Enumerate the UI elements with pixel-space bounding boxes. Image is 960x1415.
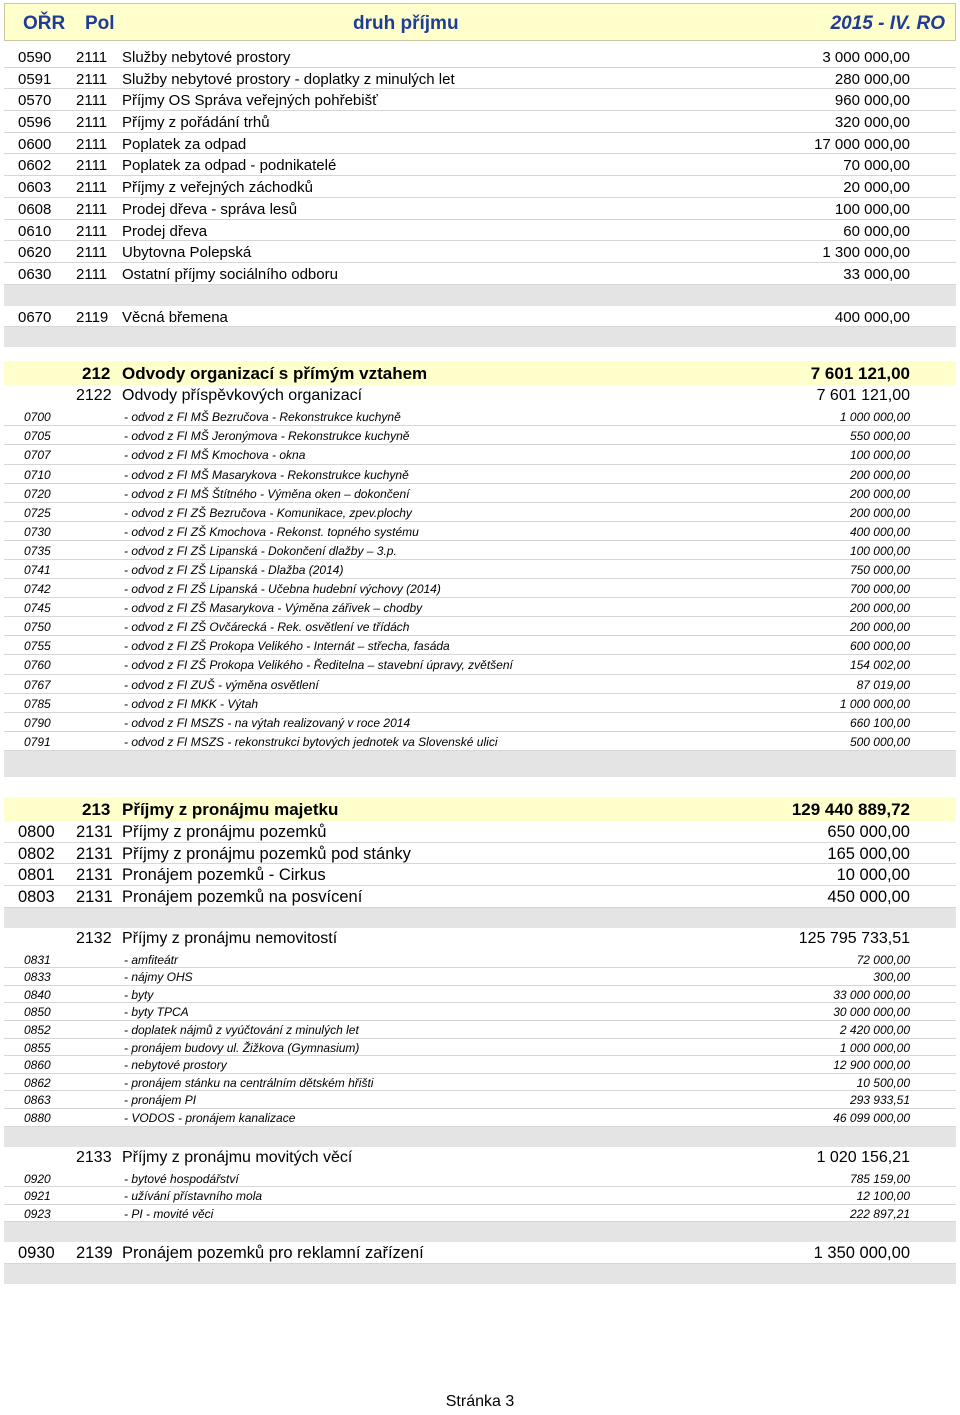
row-desc: - užívání přístavního mola bbox=[124, 1189, 263, 1204]
row-amount: 280 000,00 bbox=[834, 70, 910, 88]
row-desc: - pronájem stánku na centrálním dětském hřišti bbox=[124, 1075, 374, 1090]
row-amount: 100 000,00 bbox=[849, 543, 910, 558]
table-row bbox=[4, 694, 956, 713]
row-code: 0833 bbox=[24, 970, 51, 985]
row-desc: Příjmy z pronájmu pozemků bbox=[122, 822, 327, 841]
table-row bbox=[4, 426, 956, 445]
row-amount: 154 002,00 bbox=[849, 658, 910, 673]
row-desc: - odvod z FI ZŠ Prokopa Velikého - Internát – střecha, fasáda bbox=[124, 639, 450, 654]
table-row bbox=[4, 986, 956, 1004]
row-code: 0920 bbox=[24, 1171, 51, 1186]
row-desc: - odvod z FI MŠ Kmochova - okna bbox=[124, 448, 306, 463]
row-desc: - odvod z FI ZŠ Lipanská - Dlažba (2014) bbox=[124, 563, 344, 577]
row-pol: 2111 bbox=[76, 265, 108, 283]
table-row bbox=[4, 445, 956, 464]
row-amount: 600 000,00 bbox=[849, 639, 910, 654]
row-pol: 2111 bbox=[76, 92, 108, 110]
row-desc: - odvod z FI MŠ Štítného - Výměna oken – dokončení bbox=[124, 486, 410, 501]
row-amount: 960 000,00 bbox=[834, 92, 910, 110]
row-amount: 1 000 000,00 bbox=[839, 410, 910, 425]
row-desc: - byty TPCA bbox=[124, 1005, 189, 1020]
row-desc: Příjmy z pronájmu pozemků pod stánky bbox=[122, 844, 411, 863]
row-amount: 200 000,00 bbox=[849, 467, 910, 482]
row-desc: - odvod z FI MŠ Masarykova - Rekonstrukce kuchyně bbox=[124, 467, 409, 482]
row-desc: - VODOS - pronájem kanalizace bbox=[124, 1111, 296, 1126]
row-amount: 1 300 000,00 bbox=[822, 244, 910, 262]
table-row bbox=[4, 675, 956, 694]
group-amount: 125 795 733,51 bbox=[798, 929, 910, 947]
row-code: 0862 bbox=[24, 1075, 51, 1090]
row-pol: 2131 bbox=[76, 888, 113, 906]
row-desc: Pronájem pozemků pro reklamní zařízení bbox=[122, 1244, 424, 1263]
table-row bbox=[4, 1074, 956, 1092]
table-row bbox=[4, 46, 956, 68]
row-pol: 2131 bbox=[76, 822, 113, 841]
separator bbox=[4, 347, 956, 361]
group-pol: 2133 bbox=[76, 1148, 112, 1166]
row-code: 0603 bbox=[18, 179, 52, 197]
row-code: 0855 bbox=[24, 1040, 51, 1055]
row-code: 0705 bbox=[24, 429, 51, 444]
row-code: 0803 bbox=[18, 888, 55, 906]
row-desc: Příjmy OS Správa veřejných pohřebišť bbox=[122, 92, 378, 110]
separator bbox=[4, 908, 956, 928]
table-row bbox=[4, 1205, 956, 1223]
table-row bbox=[4, 1021, 956, 1039]
section-amount: 7 601 121,00 bbox=[810, 364, 910, 384]
block-2122 bbox=[4, 407, 956, 751]
row-amount: 3 000 000,00 bbox=[822, 49, 910, 66]
row-amount: 12 900 000,00 bbox=[833, 1058, 910, 1073]
row-desc: Příjmy z veřejných záchodků bbox=[122, 179, 313, 197]
separator bbox=[4, 777, 956, 797]
table-row bbox=[4, 560, 956, 579]
row-code: 0785 bbox=[24, 696, 51, 711]
row-amount: 293 933,51 bbox=[849, 1093, 910, 1108]
row-amount: 550 000,00 bbox=[849, 429, 910, 444]
table-row bbox=[4, 198, 956, 220]
row-code: 0707 bbox=[24, 448, 51, 463]
row-code: 0802 bbox=[18, 844, 55, 863]
separator bbox=[4, 1222, 956, 1242]
table-row bbox=[4, 522, 956, 541]
row-desc: - odvod z FI MSZS - na výtah realizovaný v roce 2014 bbox=[124, 715, 411, 730]
row-amount: 200 000,00 bbox=[849, 486, 910, 501]
row-amount: 12 100,00 bbox=[856, 1189, 910, 1204]
section-desc: Příjmy z pronájmu majetku bbox=[122, 799, 339, 819]
section-desc: Odvody organizací s přímým vztahem bbox=[122, 364, 428, 384]
row-code: 0755 bbox=[24, 639, 51, 654]
table-row bbox=[4, 465, 956, 484]
row-amount: 200 000,00 bbox=[849, 620, 910, 635]
table-row bbox=[4, 220, 956, 242]
row-desc: - odvod z FI ZŠ Kmochova - Rekonst. topného systému bbox=[124, 524, 419, 539]
row-code: 0850 bbox=[24, 1005, 51, 1020]
group-pol: 2132 bbox=[76, 929, 112, 947]
row-amount: 1 000 000,00 bbox=[839, 1040, 910, 1055]
row-code: 0710 bbox=[24, 467, 51, 482]
row-amount: 200 000,00 bbox=[849, 505, 910, 520]
table-header bbox=[4, 3, 956, 41]
separator bbox=[4, 327, 956, 347]
row-code: 0831 bbox=[24, 952, 51, 967]
row-desc: - nebytové prostory bbox=[124, 1058, 227, 1073]
row-code: 0745 bbox=[24, 601, 51, 616]
row-code: 0630 bbox=[18, 265, 52, 283]
row-pol: 2111 bbox=[76, 200, 108, 218]
row-desc: Poplatek za odpad bbox=[122, 135, 247, 153]
row-amount: 33 000 000,00 bbox=[833, 987, 910, 1002]
row-amount: 1 000 000,00 bbox=[839, 696, 910, 711]
table-row bbox=[4, 484, 956, 503]
row-amount: 450 000,00 bbox=[827, 888, 910, 906]
row-desc: - doplatek nájmů z vyúčtování z minulých let bbox=[124, 1023, 359, 1038]
row-code: 0800 bbox=[18, 822, 55, 841]
table-row bbox=[4, 111, 956, 133]
row-desc: - pronájem budovy ul. Žižkova (Gymnasium) bbox=[124, 1040, 360, 1055]
row-desc: - pronájem PI bbox=[124, 1093, 197, 1108]
table-row bbox=[4, 154, 956, 176]
row-code: 0720 bbox=[24, 486, 51, 501]
group-desc: Příjmy z pronájmu nemovitostí bbox=[122, 929, 338, 947]
block-2119 bbox=[4, 306, 956, 328]
row-amount: 222 897,21 bbox=[849, 1206, 910, 1221]
group-2132 bbox=[4, 928, 956, 951]
row-desc: Poplatek za odpad - podnikatelé bbox=[122, 157, 337, 175]
row-desc: - odvod z FI ZŠ Lipanská - Učebna hudební výchovy (2014) bbox=[124, 582, 441, 597]
row-code: 0840 bbox=[24, 987, 51, 1002]
row-amount: 70 000,00 bbox=[843, 157, 910, 175]
row-code: 0760 bbox=[24, 658, 51, 673]
row-desc: Služby nebytové prostory - doplatky z minulých let bbox=[122, 70, 455, 88]
table-row bbox=[4, 1187, 956, 1205]
row-desc: Pronájem pozemků na posvícení bbox=[122, 888, 363, 906]
row-code: 0852 bbox=[24, 1023, 51, 1038]
row-pol: 2111 bbox=[76, 179, 108, 197]
block-2133 bbox=[4, 1170, 956, 1223]
section-amount: 129 440 889,72 bbox=[791, 799, 910, 819]
row-pol: 2111 bbox=[76, 49, 108, 66]
header-orr: OŘR bbox=[23, 13, 66, 34]
table-row bbox=[4, 407, 956, 426]
row-pol: 2131 bbox=[76, 866, 113, 885]
row-pol: 2111 bbox=[76, 114, 108, 132]
row-code: 0591 bbox=[18, 70, 52, 88]
row-code: 0735 bbox=[24, 543, 51, 558]
row-pol: 2139 bbox=[76, 1244, 113, 1263]
row-amount: 87 019,00 bbox=[856, 677, 910, 692]
row-desc: Prodej dřeva bbox=[122, 222, 208, 240]
row-desc: Ubytovna Polepská bbox=[122, 244, 252, 262]
row-desc: - PI - movité věci bbox=[124, 1206, 214, 1221]
row-pol: 2111 bbox=[76, 244, 108, 262]
page-number: Stránka 3 bbox=[445, 1393, 515, 1410]
table-row bbox=[4, 133, 956, 155]
block-2111 bbox=[4, 46, 956, 285]
block-2131 bbox=[4, 821, 956, 908]
table-row bbox=[4, 732, 956, 751]
row-desc: - odvod z FI ZŠ Bezručova - Komunikace, zpev.plochy bbox=[124, 505, 412, 520]
row-amount: 100 000,00 bbox=[849, 448, 910, 463]
row-desc: - odvod z FI MŠ Bezručova - Rekonstrukce kuchyně bbox=[124, 410, 401, 425]
row-desc: - odvod z FI ZŠ Prokopa Velikého - Ředitelna – stavební úpravy, zvětšení bbox=[124, 658, 513, 673]
row-pol: 2111 bbox=[76, 222, 108, 240]
row-desc: - odvod z FI ZŠ Masarykova - Výměna zářivek – chodby bbox=[124, 601, 423, 616]
row-amount: 400 000,00 bbox=[834, 308, 910, 326]
row-code: 0880 bbox=[24, 1111, 51, 1126]
table-row bbox=[4, 843, 956, 865]
row-amount: 46 099 000,00 bbox=[833, 1111, 910, 1126]
table-row bbox=[4, 503, 956, 522]
row-desc: Příjmy z pořádání trhů bbox=[122, 114, 270, 132]
row-amount: 1 350 000,00 bbox=[813, 1244, 910, 1263]
section-pol: 212 bbox=[82, 364, 111, 384]
row-desc: - amfiteátr bbox=[124, 952, 179, 967]
row-desc: - odvod z FI MSZS - rekonstrukci bytových jednotek va Slovenské ulici bbox=[124, 734, 498, 749]
section-213 bbox=[4, 797, 956, 821]
group-desc: Odvody příspěvkových organizací bbox=[122, 387, 363, 405]
row-amount: 200 000,00 bbox=[849, 601, 910, 616]
row-desc: - odvod z FI MŠ Jeronýmova - Rekonstrukce kuchyně bbox=[124, 429, 410, 444]
row-desc: - odvod z FI MKK - Výtah bbox=[124, 696, 259, 711]
row-pol: 2119 bbox=[76, 308, 109, 326]
row-amount: 400 000,00 bbox=[849, 524, 910, 539]
separator bbox=[4, 751, 956, 777]
row-code: 0570 bbox=[18, 92, 52, 110]
table-row bbox=[4, 306, 956, 328]
row-code: 0923 bbox=[24, 1206, 51, 1221]
separator bbox=[4, 285, 956, 306]
row-code: 0602 bbox=[18, 157, 52, 175]
row-code: 0700 bbox=[24, 410, 51, 425]
group-pol: 2122 bbox=[76, 387, 112, 405]
table-row bbox=[4, 176, 956, 198]
table-row bbox=[4, 1170, 956, 1188]
table-row bbox=[4, 1039, 956, 1057]
row-desc: Pronájem pozemků - Cirkus bbox=[122, 866, 326, 885]
table-row bbox=[4, 864, 956, 886]
row-desc: - nájmy OHS bbox=[124, 970, 193, 985]
table-row bbox=[4, 68, 956, 90]
table-row bbox=[4, 886, 956, 908]
row-code: 0863 bbox=[24, 1093, 51, 1108]
row-code: 0610 bbox=[18, 222, 52, 240]
separator bbox=[4, 1127, 956, 1147]
income-table bbox=[4, 46, 956, 1284]
table-row bbox=[4, 951, 956, 969]
row-code: 0930 bbox=[18, 1244, 55, 1263]
row-amount: 650 000,00 bbox=[827, 822, 910, 841]
table-row bbox=[4, 241, 956, 263]
row-amount: 660 100,00 bbox=[849, 715, 910, 730]
table-row bbox=[4, 579, 956, 598]
row-code: 0742 bbox=[24, 582, 51, 597]
row-desc: Věcná břemena bbox=[122, 308, 228, 326]
group-amount: 7 601 121,00 bbox=[816, 387, 910, 405]
row-code: 0596 bbox=[18, 114, 52, 132]
group-amount: 1 020 156,21 bbox=[816, 1148, 910, 1166]
row-pol: 2111 bbox=[76, 70, 108, 88]
row-amount: 17 000 000,00 bbox=[814, 135, 910, 153]
table-row bbox=[4, 617, 956, 636]
row-amount: 785 159,00 bbox=[849, 1171, 910, 1186]
row-desc: Prodej dřeva - správa lesů bbox=[122, 200, 298, 218]
row-desc: Ostatní příjmy sociálního odboru bbox=[122, 265, 338, 283]
row-code: 0670 bbox=[18, 308, 52, 326]
group-desc: Příjmy z pronájmu movitých věcí bbox=[122, 1148, 353, 1166]
block-2132 bbox=[4, 951, 956, 1127]
header-pol: Pol bbox=[85, 13, 115, 34]
table-row bbox=[4, 713, 956, 732]
row-desc: - bytové hospodářství bbox=[124, 1171, 239, 1186]
row-code: 0801 bbox=[18, 866, 55, 885]
row-desc: - odvod z FI ZŠ Lipanská - Dokončení dlažby – 3.p. bbox=[124, 543, 397, 558]
row-code: 0767 bbox=[24, 677, 51, 692]
row-desc: Služby nebytové prostory bbox=[122, 49, 291, 66]
table-row bbox=[4, 968, 956, 986]
row-desc: - odvod z FI ZŠ Ovčárecká - Rek. osvětlení ve třídách bbox=[124, 620, 410, 635]
row-pol: 2131 bbox=[76, 844, 113, 863]
row-amount: 320 000,00 bbox=[834, 114, 910, 132]
row-code: 0750 bbox=[24, 620, 51, 635]
table-row bbox=[4, 541, 956, 560]
row-code: 0790 bbox=[24, 715, 51, 730]
row-amount: 300,00 bbox=[873, 970, 910, 985]
section-212 bbox=[4, 361, 956, 385]
row-pol: 2111 bbox=[76, 157, 108, 175]
table-row bbox=[4, 1109, 956, 1127]
row-amount: 30 000 000,00 bbox=[833, 1005, 910, 1020]
table-row bbox=[4, 1003, 956, 1021]
table-row bbox=[4, 1056, 956, 1074]
row-amount: 500 000,00 bbox=[849, 734, 910, 749]
group-2122 bbox=[4, 385, 956, 407]
row-amount: 60 000,00 bbox=[843, 222, 910, 240]
row-code: 0860 bbox=[24, 1058, 51, 1073]
table-row bbox=[4, 655, 956, 674]
row-amount: 72 000,00 bbox=[856, 952, 910, 967]
group-2133 bbox=[4, 1147, 956, 1170]
row-desc: - byty bbox=[124, 987, 154, 1002]
table-row bbox=[4, 89, 956, 111]
row-code: 0725 bbox=[24, 505, 51, 520]
row-code: 0608 bbox=[18, 200, 52, 218]
row-amount: 2 420 000,00 bbox=[839, 1023, 910, 1038]
row-code: 0921 bbox=[24, 1189, 51, 1204]
row-amount: 100 000,00 bbox=[834, 200, 910, 218]
section-pol: 213 bbox=[82, 799, 111, 819]
row-code: 0620 bbox=[18, 244, 52, 262]
row-desc: - odvod z FI ZUŠ - výměna osvětlení bbox=[124, 677, 319, 692]
row-amount: 10 000,00 bbox=[836, 866, 910, 885]
table-row bbox=[4, 821, 956, 843]
table-row bbox=[4, 636, 956, 655]
row-amount: 10 500,00 bbox=[856, 1075, 910, 1090]
row-code: 0741 bbox=[24, 563, 51, 577]
row-amount: 20 000,00 bbox=[843, 179, 910, 197]
row-amount: 165 000,00 bbox=[827, 844, 910, 863]
row-amount: 700 000,00 bbox=[849, 582, 910, 597]
row-code: 0791 bbox=[24, 734, 51, 749]
row-code: 0590 bbox=[18, 49, 52, 66]
row-amount: 750 000,00 bbox=[849, 563, 910, 577]
row-code: 0730 bbox=[24, 524, 51, 539]
row-code: 0600 bbox=[18, 135, 52, 153]
table-row bbox=[4, 263, 956, 285]
header-druh: druh příjmu bbox=[353, 13, 459, 34]
table-row bbox=[4, 1091, 956, 1109]
table-row bbox=[4, 598, 956, 617]
row-amount: 33 000,00 bbox=[843, 265, 910, 283]
block-2139 bbox=[4, 1242, 956, 1264]
table-row bbox=[4, 1242, 956, 1264]
header-ro: 2015 - IV. RO bbox=[830, 13, 945, 34]
row-pol: 2111 bbox=[76, 135, 108, 153]
separator bbox=[4, 1264, 956, 1284]
